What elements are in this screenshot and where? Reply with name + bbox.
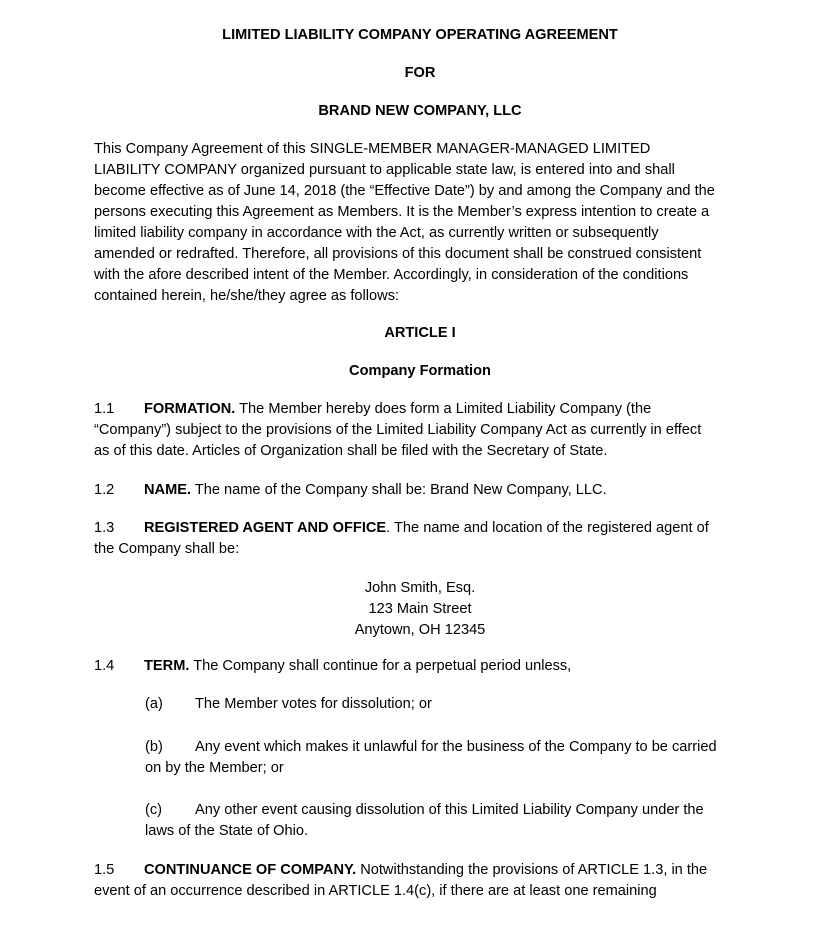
section-number: 1.3 <box>94 520 115 536</box>
intro-line: limited liability company in accordance with the Act, as currently written or subsequently <box>94 225 659 241</box>
item-text: The Member votes for dissolution; or <box>195 696 432 712</box>
intro-paragraph <box>94 139 762 307</box>
company-name-heading: BRAND NEW COMPANY, LLC <box>318 103 522 119</box>
item-text: on by the Member; or <box>145 760 284 776</box>
section-number: 1.5 <box>94 862 115 878</box>
section-text: The name of the Company shall be: Brand New Company, LLC. <box>191 482 607 498</box>
agent-street: 123 Main Street <box>368 601 472 617</box>
section-1-4 <box>94 656 762 677</box>
item-label: (b) <box>145 739 163 755</box>
document-for: FOR <box>404 65 436 81</box>
section-title: NAME. <box>144 482 192 498</box>
section-1-1 <box>94 399 762 462</box>
section-number: 1.2 <box>94 482 115 498</box>
section-text: “Company”) subject to the provisions of the Limited Liability Company Act as currently in effect <box>94 422 702 438</box>
section-text: The Member hereby does form a Limited Liability Company (the <box>235 401 652 417</box>
agent-name: John Smith, Esq. <box>364 580 476 596</box>
section-text: the Company shall be: <box>94 541 240 557</box>
section-title: FORMATION. <box>144 401 236 417</box>
article-heading: ARTICLE I <box>384 325 456 341</box>
agent-city: Anytown, OH 12345 <box>354 622 486 638</box>
section-1-5 <box>94 860 762 902</box>
section-text: as of this date. Articles of Organization shall be filed with the Secretary of State. <box>94 443 608 459</box>
registered-agent-address <box>0 578 840 641</box>
term-item-a <box>145 694 765 715</box>
intro-line: contained herein, he/she/they agree as follows: <box>94 288 400 304</box>
term-item-c <box>145 800 765 842</box>
section-1-2 <box>94 480 762 501</box>
section-title: CONTINUANCE OF COMPANY. <box>144 862 357 878</box>
intro-line: amended or redrafted. Therefore, all provisions of this document shall be construed consistent <box>94 246 702 262</box>
article-subheading: Company Formation <box>349 363 491 379</box>
section-title: REGISTERED AGENT AND OFFICE <box>144 520 387 536</box>
section-text: event of an occurrence described in ARTICLE 1.4(c), if there are at least one remaining <box>94 883 657 899</box>
intro-line: become effective as of June 14, 2018 (the “Effective Date”) by and among the Company and the <box>94 183 715 199</box>
item-text: Any event which makes it unlawful for the business of the Company to be carried <box>195 739 717 755</box>
section-number: 1.1 <box>94 401 115 417</box>
section-title: TERM. <box>144 658 190 674</box>
section-text: The Company shall continue for a perpetual period unless, <box>189 658 572 674</box>
document-title: LIMITED LIABILITY COMPANY OPERATING AGREEMENT <box>222 27 618 43</box>
intro-line: This Company Agreement of this SINGLE-MEMBER MANAGER-MANAGED LIMITED <box>94 141 651 157</box>
section-text: Notwithstanding the provisions of ARTICLE 1.3, in the <box>356 862 708 878</box>
item-text: Any other event causing dissolution of this Limited Liability Company under the <box>195 802 704 818</box>
intro-line: LIABILITY COMPANY organized pursuant to applicable state law, is entered into and shall <box>94 162 675 178</box>
section-number: 1.4 <box>94 658 115 674</box>
item-label: (a) <box>145 696 163 712</box>
item-label: (c) <box>145 802 163 818</box>
intro-line: persons executing this Agreement as Members. It is the Member’s express intention to create a <box>94 204 710 220</box>
intro-line: with the afore described intent of the Member. Accordingly, in consideration of the conditions <box>94 267 689 283</box>
item-text: laws of the State of Ohio. <box>145 823 309 839</box>
term-item-b <box>145 737 765 779</box>
section-1-3 <box>94 518 762 560</box>
section-text: . The name and location of the registered agent of <box>386 520 709 536</box>
